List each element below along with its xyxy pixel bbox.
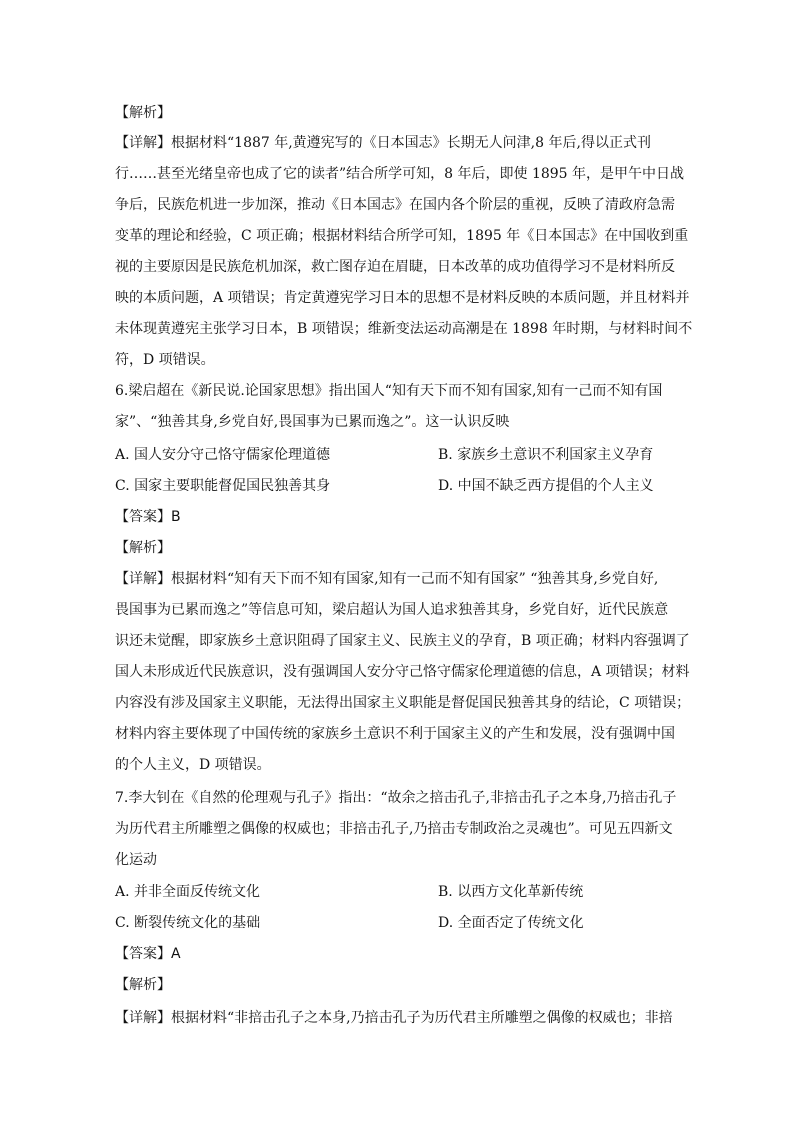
option-a: A. 国人安分守己恪守儒家伦理道德 [115, 447, 331, 463]
detail-line: 国人未形成近代民族意识，没有强调国人安分守己恪守儒家伦理道德的信息，A 项错误；材料 [115, 664, 690, 680]
analysis-heading: 【解析】 [115, 540, 171, 556]
detail-line: 映的本质问题，A 项错误；肯定黄遵宪学习日本的思想不是材料反映的本质问题，并且材料并 [115, 290, 690, 306]
detail-line: 内容没有涉及国家主义职能，无法得出国家主义职能是督促国民独善其身的结论，C 项错误； [115, 695, 691, 711]
answer-label: 【答案】A [115, 946, 181, 962]
option-b: B. 家族乡土意识不利国家主义孕育 [438, 447, 654, 463]
option-d: D. 全面否定了传统文化 [438, 915, 584, 931]
analysis-heading: 【解析】 [115, 977, 171, 993]
question-stem: 家”、“独善其身,乡党自好,畏国事为已累而逸之”。这一认识反映 [115, 414, 510, 430]
question-stem: 6.梁启超在《新民说.论国家思想》指出国人“知有天下而不知有国家,知有一己而不知有国 [115, 383, 663, 399]
detail-line: 识还未觉醒，即家族乡土意识阻碍了国家主义、民族主义的孕育，B 项正确；材料内容强调了 [115, 633, 690, 649]
analysis-heading: 【解析】 [115, 105, 171, 121]
option-d: D. 中国不缺乏西方提倡的个人主义 [438, 478, 654, 494]
detail-line: 视的主要原因是民族危机加深，救亡图存迫在眉睫，日本改革的成功值得学习不是材料所反 [115, 259, 675, 275]
detail-line: 变革的理论和经验，C 项正确；根据材料结合所学可知，1895 年《日本国志》在中国收到重 [115, 228, 689, 244]
detail-line: 【详解】根据材料“非掊击孔子之本身,乃掊击孔子为历代君主所雕塑之偶像的权威也；非掊 [115, 1010, 673, 1026]
detail-line: 畏国事为已累而逸之”等信息可知，梁启超认为国人追求独善其身，乡党自好，近代民族意 [115, 602, 669, 618]
detail-line: 争后，民族危机进一步加深，推动《日本国志》在国内各个阶层的重视，反映了清政府急需 [115, 197, 675, 213]
detail-line: 【详解】根据材料“1887 年,黄遵宪写的《日本国志》长期无人问津,8 年后,得以正式刊 [115, 135, 651, 151]
question-stem: 为历代君主所雕塑之偶像的权威也；非掊击孔子,乃掊击专制政治之灵魂也”。可见五四新文 [115, 821, 673, 837]
question-stem: 化运动 [115, 852, 157, 868]
detail-line: 材料内容主要体现了中国传统的家族乡土意识不利于国家主义的产生和发展，没有强调中国 [115, 726, 675, 742]
option-c: C. 国家主要职能督促国民独善其身 [115, 478, 331, 494]
detail-line: 未体现黄遵宪主张学习日本，B 项错误；维新变法运动高潮是在 1898 年时期，与材料时间不 [115, 321, 693, 337]
question-stem: 7.李大钊在《自然的伦理观与孔子》指出：“故余之掊击孔子,非掊击孔子之本身,乃掊击孔子 [115, 790, 677, 806]
option-c: C. 断裂传统文化的基础 [115, 915, 261, 931]
detail-line: 【详解】根据材料“知有天下而不知有国家,知有一己而不知有国家” “独善其身,乡党自好, [115, 571, 659, 587]
answer-label: 【答案】B [115, 509, 181, 525]
detail-line: 符，D 项错误。 [115, 352, 215, 368]
option-b: B. 以西方文化革新传统 [438, 884, 584, 900]
detail-line: 的个人主义，D 项错误。 [115, 757, 271, 773]
detail-line: 行……甚至光绪皇帝也成了它的读者”结合所学可知，8 年后，即使 1895 年，是甲午中日战 [115, 166, 685, 182]
option-a: A. 并非全面反传统文化 [115, 884, 261, 900]
